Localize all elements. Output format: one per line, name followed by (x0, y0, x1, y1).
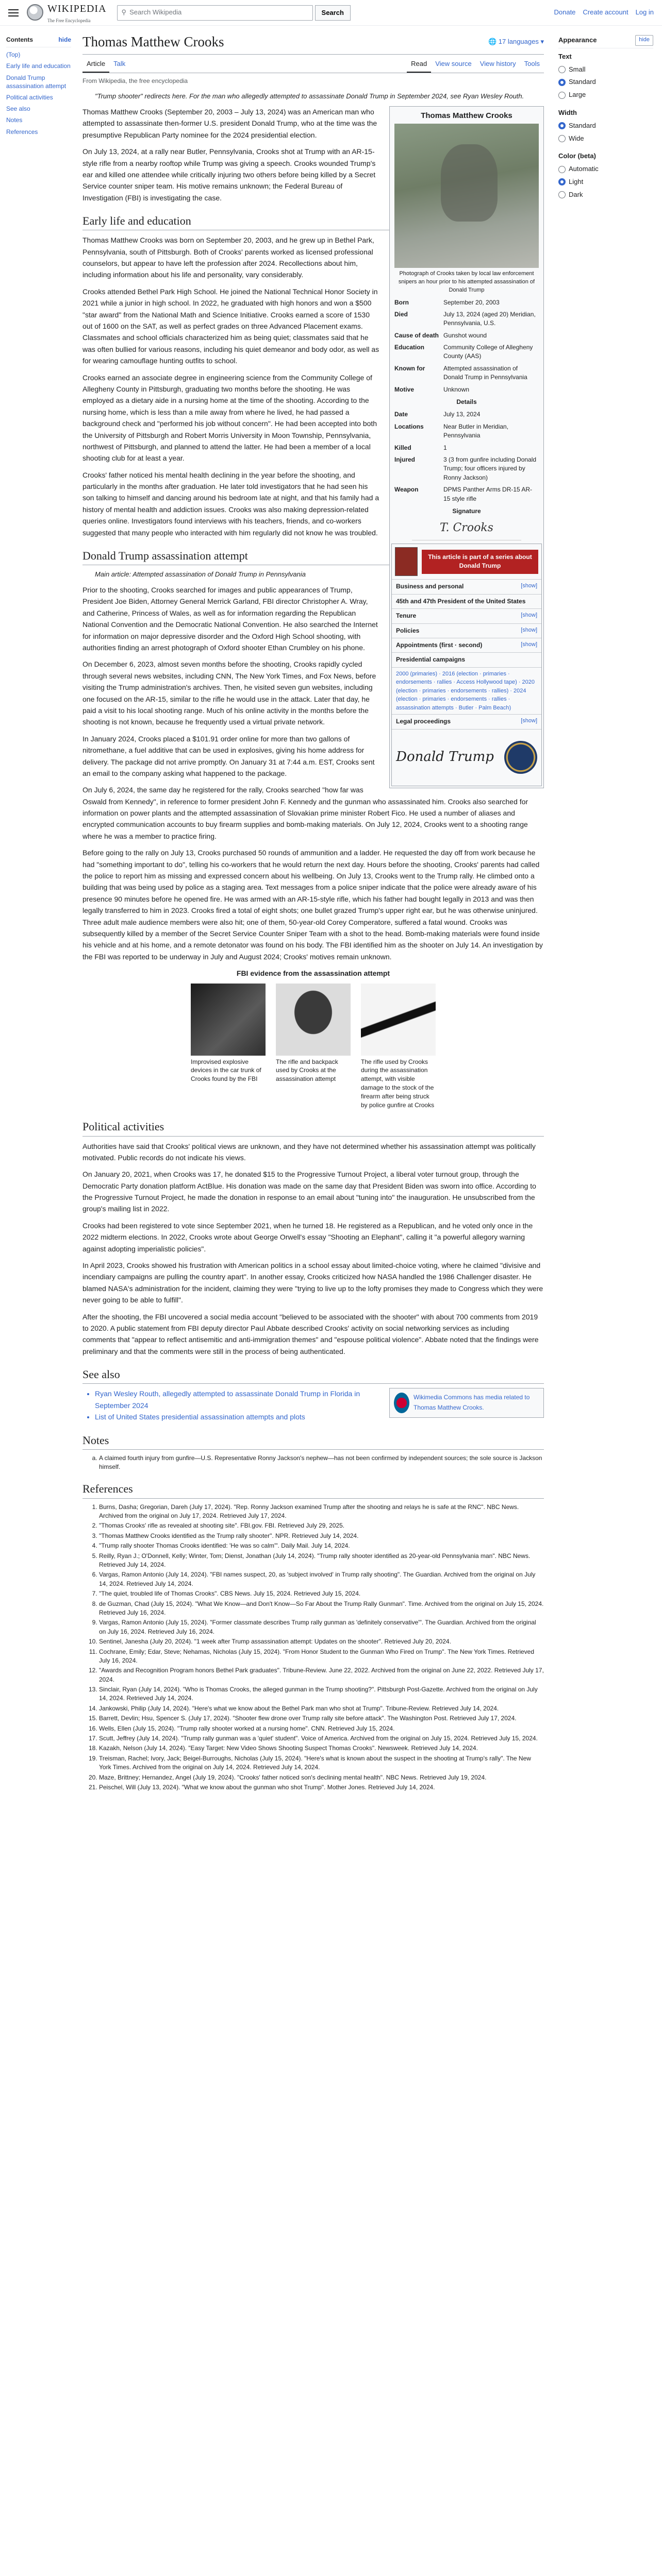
section-heading: Early life and education (82, 212, 544, 230)
series-row-label: Policies (396, 626, 420, 634)
toc-title: Contents (6, 36, 33, 43)
campaigns-label: Presidential campaigns (396, 656, 466, 664)
infobox-row (391, 363, 542, 384)
appearance-option-label: Dark (569, 190, 583, 198)
infobox-row-value: 3 (3 from gunfire including Donald Trump; four officers injured by Ronny Jackson) (443, 456, 537, 481)
section-paragraph: Crooks' father noticed his mental health declining in the year before the shooting, and particularly in the months after graduation. He later told investigators that he had seen his son talking to himself and dancing around his bedroom late at night, and that his family had a history of mental health and addiction issues. Crooks was also making depression-related queries online. Investigators found interviews with his teachers, friends, and co-workers suggested that many people who interacted with him regularly did not know he was troubled. (82, 470, 379, 537)
infobox-row (391, 409, 542, 420)
reference-item: 8. de Guzman, Chad (July 15, 2024). "What We Know—and Don't Know—So Far About the Trump Rally Gunman". Time. Archived from the original on July 15, 2024. Retrieved July 16, 2024. (99, 1600, 544, 1618)
logo-title: WIKIPEDIA (47, 3, 107, 15)
see-also-item[interactable]: • List of United States presidential assassination attempts and plots (95, 1411, 544, 1422)
gallery-item (276, 984, 351, 1110)
toc-item[interactable]: Donald Trump assassination attempt (6, 74, 67, 90)
tab-article[interactable]: Article (82, 57, 109, 73)
reference-item: 15. Barrett, Devlin; Hsu, Spencer S. (July 17, 2024). "Shooter flew drone over Trump rally site before attack". The Washington Post. Retrieved July 17, 2024. (99, 1714, 544, 1723)
article-content (77, 26, 554, 1793)
radio-icon[interactable] (558, 135, 566, 142)
section-paragraph: Prior to the shooting, Crooks searched for images and public appearances of Trump, President Joe Biden, Attorney General Merrick Garland, FBI director Christopher A. Wray, and Catherine, Princess of Wales, as well as for information regarding the Republican National Convention and the Democratic National Convention. He also searched the Internet for information on major depressive disorder and the Oxford High School shooting, with authorities finding an arrest photograph of Oxford shooter Ethan Crumbley on his phone. (82, 586, 378, 652)
gallery-title: FBI evidence from the assassination attempt (236, 969, 390, 978)
infobox-row-value: July 13, 2024 (443, 411, 481, 418)
language-count: 17 languages (498, 38, 539, 46)
commons-icon (394, 1393, 409, 1413)
search-button[interactable]: Search (315, 5, 351, 21)
section-paragraph: Crooks earned an associate degree in engineering science from the Community College of Allegheny County in Pittsburgh, graduating two months before the shooting. He was employed as a dietary aide in a nursing home at the time of the shooting. According to the nursing home, which is less than a mile away from where he lived, he had passed a background check and "performed his job without concern". He had been accepted into both the University of Pittsburgh and Robert Morris University in Moon Township, Pennsylvania, northwest of Pittsburgh, and planned to attend the latter. He had been a member of a local shooting club for at least a year. (82, 373, 377, 463)
radio-icon[interactable] (558, 79, 566, 86)
tagline: From Wikipedia, the free encyclopedia (82, 77, 188, 84)
infobox-row-label: Cause of death (394, 331, 439, 339)
reference-item: 4. "Trump rally shooter Thomas Crooks identified: 'He was so calm'". Daily Mail. July 14, 2024. (99, 1541, 544, 1550)
series-row[interactable] (392, 608, 541, 623)
search-placeholder: Search Wikipedia (129, 8, 182, 16)
reference-item: 18. Kazakh, Nelson (July 14, 2024). "Easy Target: New Video Shows Shooting Suspect Thomas Crooks". Newsweek. Retrieved July 14, 2024. (99, 1744, 544, 1753)
infobox-row-value: Community College of Allegheny County (AAS) (443, 344, 533, 360)
infobox-row-value: Unknown (443, 385, 470, 393)
series-row-label: Legal proceedings (396, 718, 451, 725)
appearance-option[interactable] (558, 177, 653, 188)
infobox-row-label: Education (394, 344, 425, 351)
appearance-option[interactable] (558, 190, 653, 200)
gallery-item (191, 984, 266, 1110)
site-header (0, 0, 662, 26)
logo-subtitle: The Free Encyclopedia (47, 18, 91, 24)
series-row-label: Business and personal (396, 583, 464, 590)
references-heading: References (82, 1480, 544, 1498)
series-banner: This article is part of a series about Donald Trump (422, 550, 538, 574)
appearance-group-label: Color (beta) (558, 152, 596, 160)
appearance-group-label: Width (558, 108, 577, 116)
reference-item: 21. Peischel, Will (July 13, 2024). "What we know about the gunman who shot Trump". Mother Jones. Retrieved July 14, 2024. (99, 1783, 544, 1792)
tab-talk[interactable]: Talk (113, 60, 126, 68)
page-tabs (82, 57, 544, 73)
series-row-label: Tenure (396, 612, 417, 620)
see-also-item[interactable]: • Ryan Wesley Routh, allegedly attempted to assassinate Donald Trump in Florida in September 2024 (95, 1388, 544, 1411)
reference-item: 11. Cochrane, Emily; Edar, Steve; Nehamas, Nicholas (July 15, 2024). "From Honor Student to the Gunman Who Fired on Trump". The New York Times. Retrieved July 16, 2024. (99, 1648, 544, 1666)
tab-view-history[interactable]: View history (479, 60, 516, 68)
toc-item[interactable]: (Top) (6, 51, 21, 59)
reference-item: 14. Jankowski, Philip (July 14, 2024). "Here's what we know about the Bethel Park man who shot at Trump". Tribune-Review. Retrieved July 14, 2024. (99, 1704, 544, 1713)
infobox-row (391, 309, 542, 330)
appearance-option-label: Wide (569, 134, 584, 142)
infobox-row (391, 330, 542, 342)
reference-item: 1. Burns, Dasha; Gregorian, Dareh (July 17, 2024). "Rep. Ronny Jackson examined Trump after the shooting and relays he is safe at the RNC". NBC News. Archived from the original on July 17, 2024. Retrieved July 17, 2024. (99, 1503, 544, 1521)
series-row-label: Appointments (first · second) (396, 641, 483, 649)
series-show-toggle[interactable]: [show] (521, 626, 537, 633)
section-heading: Political activities (82, 1117, 544, 1136)
trump-signature: Donald Trump (396, 749, 494, 765)
toc-hide-button[interactable]: hide (58, 36, 71, 43)
series-sidebar (391, 544, 542, 786)
infobox-row (391, 342, 542, 363)
infobox-row-value: September 20, 2003 (443, 298, 500, 306)
radio-icon[interactable] (558, 122, 566, 129)
infobox-row-label: Died (394, 310, 408, 318)
commons-box (389, 1388, 544, 1418)
infobox-row-value: Near Butler in Meridian, Pennsylvania (443, 422, 509, 439)
language-button[interactable]: 🌐 17 languages ▾ (488, 38, 544, 46)
section-paragraph: In April 2023, Crooks showed his frustration with American politics in a school essay about limited-choice voting, where he claimed "divisive and incendiary campaigns are pulling the country apart". In another essay, Crooks criticized how NASA handled the 1986 Challenger disaster. He blamed NASA's administration for the incident, claiming they were "trying to live up to the lofty promises they made to Congress which they were never going to be able to fulfill". (82, 1261, 543, 1304)
appearance-option-label: Automatic (569, 165, 599, 173)
series-show-toggle[interactable]: [show] (521, 583, 537, 589)
main-menu-icon[interactable] (8, 9, 19, 16)
gallery-image[interactable] (191, 984, 266, 1056)
gallery-item (361, 984, 436, 1110)
infobox-row (391, 484, 542, 505)
appearance-option[interactable] (558, 77, 653, 88)
infobox-row-label: Locations (394, 422, 424, 430)
globe-icon (27, 4, 43, 21)
commons-text[interactable]: Wikimedia Commons has media related to Thomas Matthew Crooks. (413, 1394, 530, 1411)
appearance-option[interactable] (558, 64, 653, 75)
search-input[interactable] (117, 5, 313, 21)
infobox-row-label: Date (394, 411, 408, 418)
series-show-toggle[interactable]: [show] (521, 718, 537, 724)
series-row[interactable] (392, 623, 541, 638)
presidential-seal-icon (504, 741, 537, 774)
page-title-row (82, 31, 544, 55)
infobox-photo[interactable] (394, 124, 539, 268)
appearance-option-label: Standard (569, 121, 596, 129)
radio-icon[interactable] (558, 166, 566, 173)
reference-item: 19. Treisman, Rachel; Ivory, Jack; Beigel-Burroughs, Nicholas (July 15, 2024). "Here's what is known about the suspect in the shooting at Trump's rally". The New York Times. Archived from the original on July 14, 2024. Retrieved July 14, 2024. (99, 1754, 544, 1772)
table-of-contents (0, 26, 77, 1793)
hatnote: "Trump shooter" redirects here. For the man who allegedly attempted to assassinate Donald Trump in September 2024, see Ryan Wesley Routh. (95, 92, 524, 100)
gallery-image[interactable] (276, 984, 351, 1056)
reference-item: 6. Vargas, Ramon Antonio (July 14, 2024). "FBI names suspect, 20, as 'subject involved' in Trump rally shooting". The Guardian. Archived from the original on July 14, 2024. Retrieved July 14, 2024. (99, 1570, 544, 1588)
appearance-panel (554, 26, 657, 1793)
tab-view-source[interactable]: View source (435, 60, 472, 68)
infobox-row-label: Born (394, 298, 409, 306)
header-link[interactable]: Create account (583, 8, 628, 16)
series-row[interactable] (392, 594, 541, 608)
series-show-toggle[interactable]: [show] (521, 612, 537, 619)
appearance-option-label: Small (569, 65, 586, 73)
infobox-row (391, 297, 542, 309)
reference-item: 5. Reilly, Ryan J.; O'Donnell, Kelly; Winter, Tom; Dienst, Jonathan (July 14, 2024). "Trump rally shooter identified as 20-year-old Pennsylvania man". NBC News. Retrieved July 14, 2024. (99, 1552, 544, 1570)
appearance-hide-button[interactable]: hide (635, 35, 653, 46)
toc-item[interactable]: Notes (6, 116, 23, 124)
appearance-group (558, 108, 653, 144)
section-hatnote: Main article: Attempted assassination of Donald Trump in Pennsylvania (95, 570, 306, 579)
series-show-toggle[interactable]: [show] (521, 641, 537, 648)
section-paragraph: On July 6, 2024, the same day he registered for the rally, Crooks searched "how far was Oswald from Kennedy", in reference to former president John F. Kennedy and the gunman who assassinated him. Crooks also searched for information on power plants and the attempted assassination of Slovakian prime minister Robert Fico. He used a number of aliases and encrypted communication accounts to buy firearm supplies and bomb-making materials. On July 12, 2024, Crooks went to a shooting range where he was a member to practice firing. (82, 786, 528, 840)
section-paragraph: On January 20, 2021, when Crooks was 17, he donated $15 to the Progressive Turnout Project, a liberal voter turnout group, through the Democratic Party donation platform ActBlue. His donation was made on the same day that President Biden was sworn into office. According to the Progressive Turnout Project, he made the donation in response to an email about "tuning into" the inauguration. He unsubscribed from the group's mailing list in 2022. (82, 1170, 536, 1213)
gallery-caption: Improvised explosive devices in the car trunk of Crooks found by the FBI (191, 1058, 261, 1083)
toc-item[interactable]: Early life and education (6, 62, 71, 70)
infobox-caption: Photograph of Crooks taken by local law enforcement snipers an hour prior to his attempted assassination of Donald Trump (398, 270, 535, 293)
appearance-option-label: Large (569, 91, 586, 99)
search-icon: ⚲ (121, 8, 127, 16)
toc-item[interactable]: References (6, 128, 38, 135)
infobox-row (391, 421, 542, 442)
infobox-row-label: Killed (394, 444, 411, 451)
reference-item: 17. Scutt, Jeffrey (July 14, 2024). "Trump rally gunman was a 'quiet' student". Voice of America. Archived from the original on July 15, 2024. Retrieved July 15, 2024. (99, 1734, 544, 1743)
series-row[interactable] (392, 638, 541, 652)
infobox-row (391, 454, 542, 484)
tab-read[interactable]: Read (407, 57, 431, 73)
image-gallery (82, 984, 544, 1110)
infobox-details-label: Details (456, 398, 477, 406)
section-paragraph: Crooks had been registered to vote since September 2021, when he turned 18. He registered as a Republican, and he voted only once in the 2022 midterm elections. In 2022, Crooks wrote about George Orwell's essay "Shooting an Elephant", calling it "a powerful allegory warning against adopting imperialistic policies". (82, 1221, 533, 1253)
toc-item[interactable]: Political activities (6, 93, 53, 101)
radio-icon[interactable] (558, 191, 566, 198)
header-link[interactable]: Donate (554, 8, 576, 16)
section-paragraph: In January 2024, Crooks placed a $101.91 order online for more than two gallons of nitromethane, a fuel additive that can be used in explosives, giving his home address for delivery. The package did not arrive promptly. On January 31 at 7:44 a.m. EST, Crooks sent an email to the company asking what happened to the package. (82, 734, 375, 777)
reference-item: 20. Maze, Brittney; Hernandez, Angel (July 19, 2024). "Crooks' father noticed son's declining mental health". NBC News. Retrieved July 19, 2024. (99, 1773, 544, 1782)
infobox-row-label: Known for (394, 364, 425, 372)
intro-paragraph: On July 13, 2024, at a rally near Butler, Pennsylvania, Crooks shot at Trump with an AR-15-style rifle from a nearby rooftop while Trump was giving a speech. Crooks wounded Trump's ear and killed one attendee while critically injuring two others before being killed by a Secret Service counter sniper team. His motive remains unknown; the Federal Bureau of Investigation (FBI) is investigating the case. (82, 147, 376, 202)
see-also-heading: See also (82, 1365, 544, 1384)
series-row[interactable] (392, 714, 541, 728)
campaigns-text[interactable]: 2000 (primaries) · 2016 (election · primaries · endorsements · rallies · Access Hollywood tape) · 2020 (election · primaries · endorsements · rallies) · 2024 (election · primaries · endorsements · rallies · assassination attempts · Butler · Palm Beach) (392, 667, 541, 715)
section-paragraph: Before going to the rally on July 13, Crooks purchased 50 rounds of ammunition and a ladder. He requested the day off from work because he had "something important to do", telling his co-workers that he would return the next day. Hours before the shooting, Crooks' parents had called the police to report him as missing and expressed concern about his wellbeing. On July 13, Crooks went to the Trump rally. He climbed onto a building that was being used by police as a staging area. Text messages from a police sniper indicate that the police were already aware of his presence 90 minutes before he opened fire. He was armed with an AR-15-style rifle, which his father had bought legally in 2013 and was then legally transferred to him in 2023. Crooks fired a total of eight shots; one bullet grazed Trump's upper right ear, but he was otherwise uninjured. Three adult male audience members were also hit; one of them, 50-year-old Corey Comperatore, suffered a fatal wound. Crooks was subsequently killed by a member of the Secret Service Counter Sniper Team with a shot to the head. Bomb-making materials were found inside his vehicle and at his home, and a remote detonator was found on his body. The FBI identified him as the shooter on July 14. An investigation by the FBI was reported to be underway in July and August 2024; Crooks' motives remain unknown. (82, 849, 543, 961)
reference-item: 2. "Thomas Crooks' rifle as revealed at shooting site". FBI.gov. FBI. Retrieved July 29, 2025. (99, 1521, 544, 1530)
section-heading: Donald Trump assassination attempt (82, 547, 544, 565)
appearance-group-label: Text (558, 52, 572, 60)
gallery-image[interactable] (361, 984, 436, 1056)
header-link[interactable]: Log in (635, 8, 654, 16)
personal-tools (554, 7, 654, 18)
infobox-row-value: Attempted assassination of Donald Trump in Pennsylvania (443, 364, 527, 381)
reference-item: 13. Sinclair, Ryan (July 14, 2024). "Who is Thomas Crooks, the alleged gunman in the Trump shooting?". Pittsburgh Post-Gazette. Archived from the original on July 14, 2024. Retrieved July 14, 2024. (99, 1685, 544, 1703)
infobox-signature-label: Signature (452, 507, 481, 515)
infobox-row-label: Motive (394, 385, 415, 393)
appearance-option[interactable] (558, 121, 653, 131)
radio-icon[interactable] (558, 92, 566, 99)
toc-item[interactable]: See also (6, 105, 30, 113)
appearance-option-label: Light (569, 177, 584, 185)
appearance-option-label: Standard (569, 78, 596, 86)
section-paragraph: Authorities have said that Crooks' political views are unknown, and they have not determined whether his assassination attempt was politically motivated. Public records do not indicate his views. (82, 1142, 536, 1162)
radio-icon[interactable] (558, 66, 566, 73)
trump-portrait[interactable] (395, 547, 418, 576)
infobox-row-value: Gunshot wound (443, 331, 487, 339)
tab-tools[interactable]: Tools (524, 60, 540, 68)
appearance-title: Appearance (558, 36, 597, 44)
appearance-option[interactable] (558, 90, 653, 100)
note-item: a. A claimed fourth injury from gunfire—U.S. Representative Ronny Jackson's nephew—has not been confirmed by independent sources; the sole source is Jackson himself. (99, 1454, 544, 1472)
section-paragraph: Thomas Matthew Crooks was born on September 20, 2003, and he grew up in Bethel Park, Pennsylvania, south of Pittsburgh. Both of Crooks' parents worked as licensed professional counselors, but appear to have left the profession after 2024. Recollections about him, including information about his life and personality, vary considerably. (82, 236, 374, 279)
infobox-row-value: 1 (443, 444, 447, 451)
gallery-caption: The rifle and backpack used by Crooks at the assassination attempt (276, 1058, 338, 1083)
infobox-row-label: Weapon (394, 486, 419, 494)
series-row[interactable] (392, 579, 541, 594)
reference-item: 12. "Awards and Recognition Program honors Bethel Park graduates". Tribune-Review. June 22, 2022. Archived from the original on June 22, 2022. Retrieved July 17, 2024. (99, 1666, 544, 1684)
appearance-option[interactable] (558, 133, 653, 144)
reference-item: 10. Sentinel, Janesha (July 20, 2024). "1 week after Trump assassination attempt: Updates on the shooter". Retrieved July 20, 2024. (99, 1637, 544, 1646)
page-title: Thomas Matthew Crooks (82, 34, 224, 49)
infobox-signature: T. Crooks (412, 520, 521, 540)
wikipedia-logo[interactable] (27, 1, 107, 24)
series-row-label: 45th and 47th President of the United States (396, 597, 526, 605)
intro-paragraph: Thomas Matthew Crooks (September 20, 2003 – July 13, 2024) was an American man who attempted to assassinate then-former U.S. president Donald Trump, who at the time was the presumptive Republican Party nominee for the 2024 presidential election. (82, 107, 377, 139)
appearance-group (558, 151, 653, 200)
appearance-group (558, 52, 653, 100)
infobox (389, 106, 544, 788)
infobox-row (391, 442, 542, 454)
reference-item: 7. "The quiet, troubled life of Thomas Crooks". CBS News. July 15, 2024. Retrieved July 15, 2024. (99, 1589, 544, 1598)
appearance-option[interactable] (558, 164, 653, 175)
infobox-title: Thomas Matthew Crooks (421, 111, 512, 120)
infobox-row (391, 384, 542, 396)
gallery-caption: The rifle used by Crooks during the assassination attempt, with visible damage to the stock of the firearm after being struck by police gunfire at Crooks (361, 1058, 435, 1109)
section-paragraph: After the shooting, the FBI uncovered a social media account "believed to be associated with the shooter" with about 700 comments from 2019 to 2020. A public statement from FBI deputy director Paul Abbate described Crooks' activity on social networking services as including comments that "appear to reflect antisemitic and anti-immigration themes" and "espouse political violence". Abbate noted that the findings were preliminary and that the comments were still in the process of being authenticated. (82, 1312, 539, 1355)
section-paragraph: On December 6, 2023, almost seven months before the shooting, Crooks rapidly cycled through several news websites, including CNN, The New York Times, and Fox News, before visiting the Trump administration's archives. Then, he visited seven gun websites, including one focused on the AR-15, similar to the rifle he would use in the attack. Later that day, he paid a visit to his local shooting range. Much of his online activity in the months before the shooting is not known, because he frequently used a virtual private network. (82, 660, 376, 726)
reference-item: 9. Vargas, Ramon Antonio (July 15, 2024). "Former classmate describes Trump rally gunman as 'definitely conservative'". The Guardian. Archived from the original on July 16, 2024. Retrieved July 16, 2024. (99, 1618, 544, 1636)
section-paragraph: Crooks attended Bethel Park High School. He joined the National Technical Honor Society in 2021 while a junior in high school. In 2022, he graduated with high honors and won a $500 "star award" from the National Math and Science Initiative. Crooks earned a score of 1530 out of 1600 on the SAT, as well as perfect grades on three Advanced Placement exams. Classmates and school officials characterized him as being quiet; classmates said that he was often bullied for various reasons, including his quiet demeanor and body odor, as well as for wearing camouflage hunting outfits to school. (82, 287, 379, 365)
reference-item: 3. "Thomas Matthew Crooks identified as the Trump rally shooter". NPR. Retrieved July 14, 2024. (99, 1532, 544, 1540)
radio-icon[interactable] (558, 178, 566, 185)
infobox-row-value: DPMS Panther Arms DR-15 AR-15 style rifle (443, 486, 533, 502)
infobox-row-label: Injured (394, 456, 416, 463)
notes-heading: Notes (82, 1431, 544, 1450)
infobox-row-value: July 13, 2024 (aged 20) Meridian, Pennsylvania, U.S. (443, 310, 536, 327)
reference-item: 16. Wells, Ellen (July 15, 2024). "Trump rally shooter worked at a nursing home". CNN. Retrieved July 15, 2024. (99, 1724, 544, 1733)
